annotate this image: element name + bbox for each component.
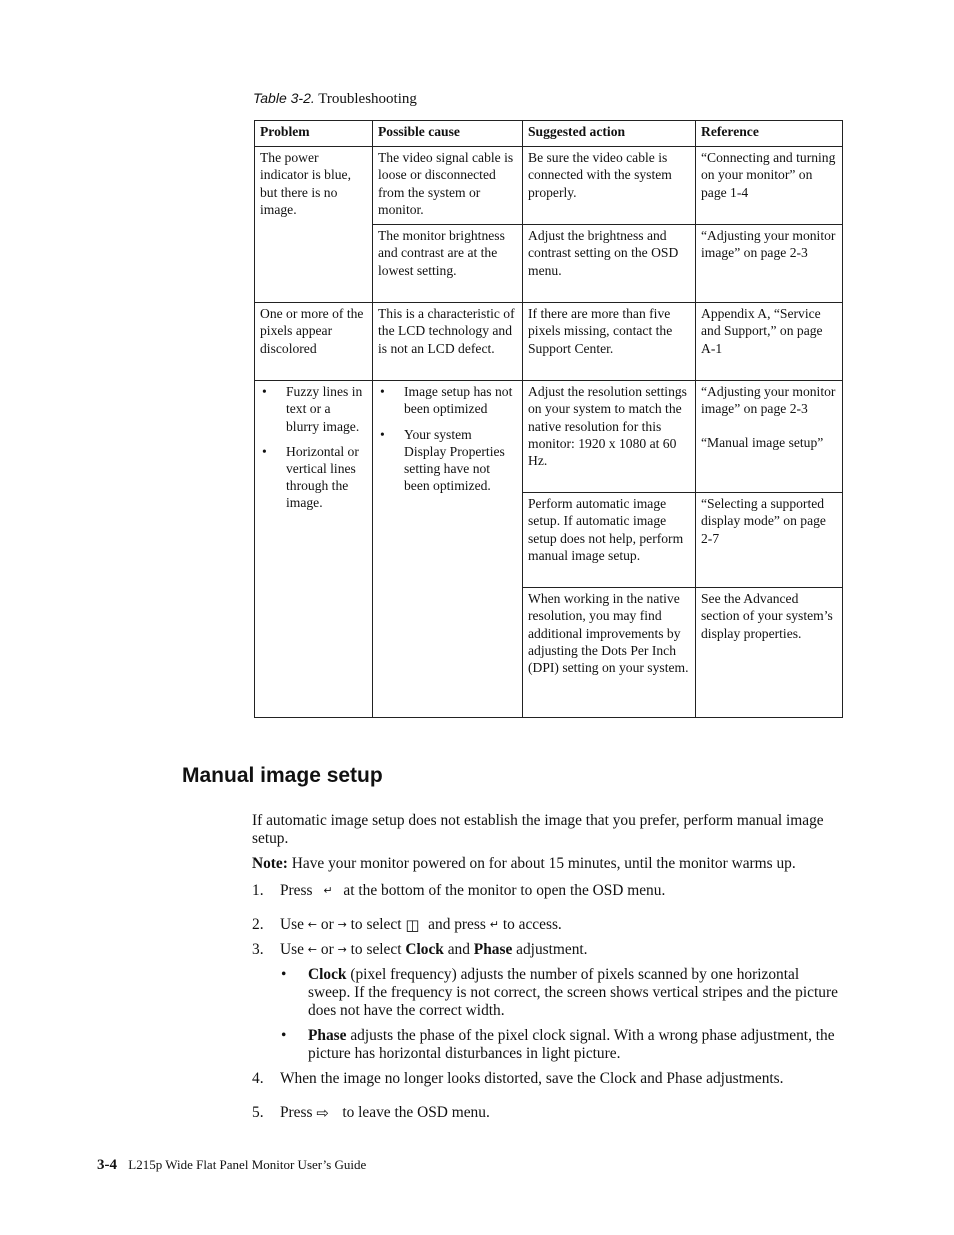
phase-term: Phase xyxy=(473,941,513,958)
action-cell: Perform automatic image setup. If automatic image setup does not help, perform manual image setup. xyxy=(523,493,696,588)
problem-cell xyxy=(255,381,373,718)
reference-cell xyxy=(696,381,843,493)
reference-cell: “Connecting and turning on your monitor” on page 1-4 xyxy=(696,147,843,225)
reference-text: “Adjusting your monitor image” on page 2-3 xyxy=(701,384,836,417)
step-text: Use xyxy=(280,916,304,933)
clock-term: Clock xyxy=(308,966,347,983)
action-cell: If there are more than five pixels missing, contact the Support Center. xyxy=(523,303,696,381)
right-arrow-icon: → xyxy=(337,943,347,956)
note-paragraph xyxy=(252,855,844,873)
step-text: to leave the OSD menu. xyxy=(342,1104,490,1121)
problem-list xyxy=(260,383,367,511)
bullet-text: (pixel frequency) adjusts the number of pixels scanned by one horizontal sweep. If the frequency is not correct, the screen shows vertical stripes and the picture does not have the correct width. xyxy=(308,966,838,1019)
step-3 xyxy=(252,941,844,959)
header-suggested-action: Suggested action xyxy=(523,121,696,147)
reference-cell: “Selecting a supported display mode” on page 2-7 xyxy=(696,493,843,588)
reference-cell: See the Advanced section of your system’s display properties. xyxy=(696,588,843,718)
left-arrow-icon: ← xyxy=(307,943,318,956)
troubleshooting-table xyxy=(254,120,843,718)
note-label: Note: xyxy=(252,855,288,872)
action-cell: Be sure the video cable is connected with the system properly. xyxy=(523,147,696,225)
table-row xyxy=(255,381,843,493)
cause-cell: The monitor brightness and contrast are at the lowest setting. xyxy=(373,225,523,303)
table-header-row xyxy=(255,121,843,147)
cause-cell: This is a characteristic of the LCD technology and is not an LCD defect. xyxy=(373,303,523,381)
table-caption-text: Troubleshooting xyxy=(318,91,417,107)
clock-term: Clock xyxy=(405,941,444,958)
step-text: adjustment. xyxy=(516,941,588,958)
step-text: at the bottom of the monitor to open the OSD menu. xyxy=(343,882,666,899)
step-number: 4. xyxy=(252,1070,264,1087)
step-text: Use xyxy=(280,941,304,958)
step-text: and press xyxy=(428,916,486,933)
enter-icon: ↵ xyxy=(316,884,340,897)
step-5 xyxy=(252,1104,844,1122)
problem-cell: One or more of the pixels appear discolored xyxy=(255,303,373,381)
enter-icon: ↵ xyxy=(489,918,499,931)
step-text: When the image no longer looks distorted, save the Clock and Phase adjustments. xyxy=(280,1070,784,1087)
step-2 xyxy=(252,916,844,934)
section-body xyxy=(252,812,844,1129)
note-text: Have your monitor powered on for about 15 minutes, until the monitor warms up. xyxy=(291,855,796,872)
problem-cell: The power indicator is blue, but there is no image. xyxy=(255,147,373,303)
reference-cell: Appendix A, “Service and Support,” on page A-1 xyxy=(696,303,843,381)
list-item: • Image setup has not been optimized xyxy=(378,383,517,417)
phase-bullet xyxy=(252,1027,844,1063)
exit-icon: ⇨ xyxy=(316,1104,339,1122)
cause-cell xyxy=(373,381,523,718)
action-cell: When working in the native resolution, you may find additional improvements by adjusting the Dots Per Inch (DPI) setting on your system. xyxy=(523,588,696,718)
header-reference: Reference xyxy=(696,121,843,147)
table-row xyxy=(255,303,843,381)
right-arrow-icon: → xyxy=(337,918,347,931)
step-text: Press xyxy=(280,882,313,899)
clock-bullet xyxy=(252,966,844,1020)
header-problem: Problem xyxy=(255,121,373,147)
cause-list xyxy=(378,383,517,494)
step-number: 2. xyxy=(252,916,264,933)
step-text: or xyxy=(320,916,334,933)
cause-cell: The video signal cable is loose or disconnected from the system or monitor. xyxy=(373,147,523,225)
step-1 xyxy=(252,882,844,900)
step-number: 1. xyxy=(252,882,264,899)
left-arrow-icon: ← xyxy=(307,918,318,931)
reference-text: “Manual image setup” xyxy=(701,434,824,450)
step-text: Press xyxy=(280,1104,313,1121)
list-item: • Your system Display Properties setting have not been optimized. xyxy=(378,426,517,495)
action-cell: Adjust the resolution settings on your system to match the native resolution for this monitor: 1920 x 1080 at 60 Hz. xyxy=(523,381,696,493)
page-number: 3-4 xyxy=(97,1157,117,1173)
bullet-text: adjusts the phase of the pixel clock signal. With a wrong phase adjustment, the picture has horizontal disturbances in light picture. xyxy=(308,1027,835,1062)
action-cell: Adjust the brightness and contrast setting on the OSD menu. xyxy=(523,225,696,303)
intro-paragraph: If automatic image setup does not establish the image that you prefer, perform manual image setup. xyxy=(252,812,824,847)
phase-term: Phase xyxy=(308,1027,347,1044)
image-setup-icon: ◫ xyxy=(405,916,425,934)
table-row xyxy=(255,147,843,225)
step-text: to access. xyxy=(502,916,562,933)
header-possible-cause: Possible cause xyxy=(373,121,523,147)
guide-title: L215p Wide Flat Panel Monitor User’s Guide xyxy=(128,1157,367,1172)
step-text: or xyxy=(320,941,334,958)
step-text: to select xyxy=(350,916,402,933)
table-caption xyxy=(253,90,417,108)
section-title: Manual image setup xyxy=(182,764,383,787)
reference-cell: “Adjusting your monitor image” on page 2-3 xyxy=(696,225,843,303)
step-number: 5. xyxy=(252,1104,264,1121)
list-item: • Fuzzy lines in text or a blurry image. xyxy=(260,383,367,435)
step-number: 3. xyxy=(252,941,264,958)
step-text: to select xyxy=(350,941,402,958)
page-footer xyxy=(97,1157,366,1174)
table-caption-label: Table 3-2. xyxy=(253,90,315,106)
step-text: and xyxy=(447,941,470,958)
list-item: • Horizontal or vertical lines through the image. xyxy=(260,443,367,512)
step-4 xyxy=(252,1070,844,1088)
